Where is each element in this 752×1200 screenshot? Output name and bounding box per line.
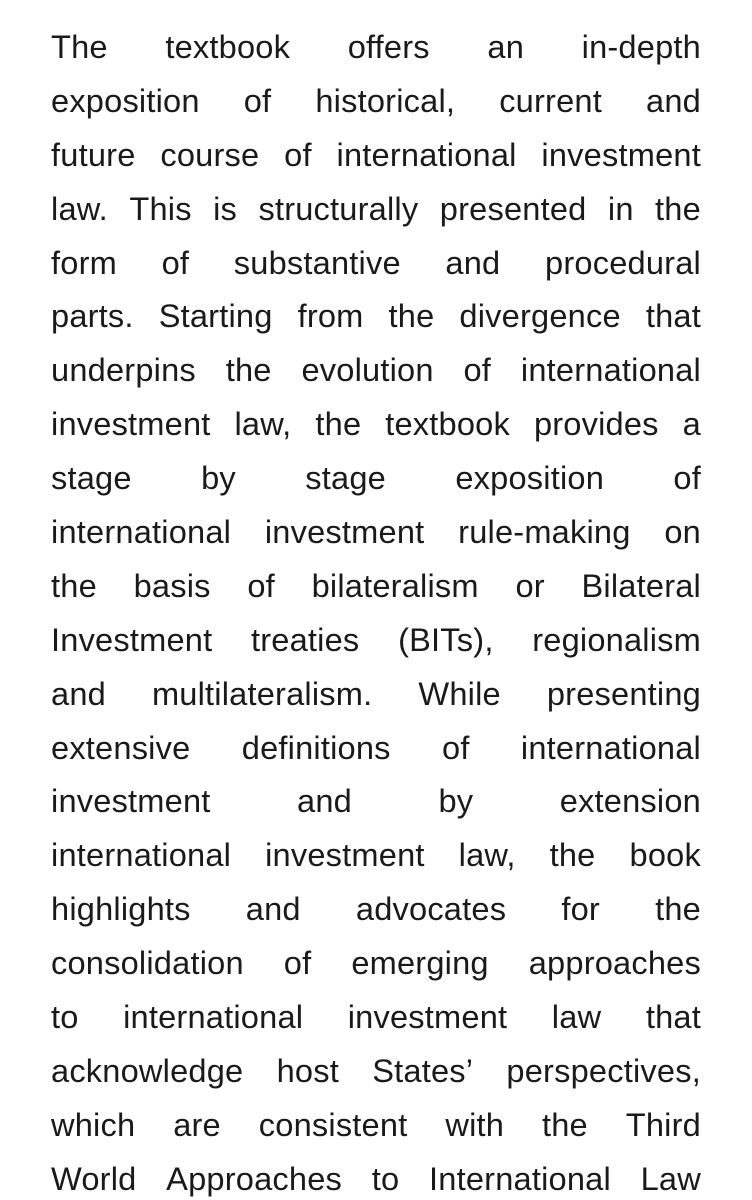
text-word: States’ bbox=[372, 1051, 474, 1089]
text-word: form bbox=[51, 243, 117, 281]
text-word: structurally bbox=[258, 189, 419, 227]
text-line bbox=[51, 343, 701, 397]
text-word: provides bbox=[533, 405, 659, 443]
text-word: extensive bbox=[51, 728, 191, 766]
text-word: of bbox=[243, 81, 272, 119]
text-word: current bbox=[499, 81, 602, 119]
text-word: (BITs), bbox=[398, 620, 494, 658]
text-word: law bbox=[551, 998, 602, 1036]
text-word: host bbox=[276, 1051, 339, 1089]
text-word: investment bbox=[541, 135, 701, 173]
text-word: procedural bbox=[545, 243, 701, 281]
text-word: historical, bbox=[315, 81, 456, 119]
text-word: for bbox=[561, 890, 600, 928]
text-line bbox=[51, 451, 701, 505]
text-word: investment bbox=[51, 405, 211, 443]
text-line bbox=[51, 1044, 701, 1098]
text-line bbox=[51, 613, 701, 667]
text-word: World bbox=[51, 1159, 137, 1197]
text-word: the bbox=[655, 890, 701, 928]
text-line bbox=[51, 289, 701, 343]
text-word: is bbox=[213, 189, 238, 227]
text-word: that bbox=[645, 297, 701, 335]
text-word: in bbox=[607, 189, 634, 227]
text-word: the bbox=[388, 297, 435, 335]
text-line bbox=[51, 667, 701, 721]
text-word: textbook bbox=[165, 28, 291, 65]
text-word: exposition bbox=[51, 81, 200, 119]
text-word: stage bbox=[305, 459, 386, 497]
text-word: on bbox=[664, 513, 701, 551]
text-word: treaties bbox=[250, 620, 360, 658]
text-word: law. bbox=[51, 189, 108, 227]
text-word: course bbox=[160, 135, 260, 173]
text-word: the bbox=[541, 1105, 588, 1143]
text-word: of bbox=[161, 243, 190, 281]
text-word: of bbox=[247, 566, 275, 604]
text-word: offers bbox=[347, 28, 430, 65]
text-word: of bbox=[673, 459, 701, 497]
text-line bbox=[51, 774, 701, 828]
text-word: a bbox=[682, 405, 701, 443]
text-word: of bbox=[463, 351, 492, 389]
text-word: Law bbox=[640, 1159, 701, 1197]
text-line bbox=[51, 1152, 701, 1200]
text-word: exposition bbox=[455, 459, 605, 497]
text-word: the bbox=[225, 351, 272, 389]
text-word: with bbox=[445, 1105, 505, 1143]
text-word: extension bbox=[559, 782, 701, 820]
text-word: textbook bbox=[385, 405, 510, 443]
text-word: law, bbox=[458, 836, 516, 874]
text-word: international bbox=[336, 135, 517, 173]
text-word: basis bbox=[133, 566, 211, 604]
text-word: and bbox=[445, 243, 501, 281]
text-line bbox=[51, 182, 701, 236]
text-word: acknowledge bbox=[51, 1051, 244, 1089]
text-word: perspectives, bbox=[506, 1051, 701, 1089]
text-word: emerging bbox=[351, 944, 489, 982]
text-word: the bbox=[549, 836, 596, 874]
text-word: to bbox=[51, 998, 79, 1036]
text-word: underpins bbox=[51, 351, 196, 389]
text-word: book bbox=[629, 836, 701, 874]
text-word: The bbox=[51, 28, 108, 65]
text-word: investment bbox=[347, 998, 508, 1036]
text-word: investment bbox=[265, 836, 425, 874]
text-word: highlights bbox=[51, 890, 191, 928]
text-word: international bbox=[51, 836, 232, 874]
text-line bbox=[51, 990, 701, 1044]
text-word: law, bbox=[234, 405, 292, 443]
text-word: future bbox=[51, 135, 136, 173]
text-word: rule-making bbox=[458, 513, 631, 551]
text-word: This bbox=[129, 189, 192, 227]
text-line bbox=[51, 74, 701, 128]
text-word: Approaches bbox=[166, 1159, 343, 1197]
text-line bbox=[51, 721, 701, 775]
text-line bbox=[51, 559, 701, 613]
text-word: multilateralism. bbox=[151, 674, 373, 712]
text-word: presenting bbox=[546, 674, 701, 712]
text-word: Third bbox=[625, 1105, 701, 1143]
text-word: of bbox=[283, 944, 312, 982]
text-word: which bbox=[51, 1105, 136, 1143]
text-word: of bbox=[442, 728, 470, 766]
text-word: international bbox=[520, 351, 701, 389]
text-word: investment bbox=[51, 782, 211, 820]
text-word: consistent bbox=[258, 1105, 408, 1143]
text-word: an bbox=[487, 28, 525, 65]
text-word: advocates bbox=[355, 890, 507, 928]
text-line bbox=[51, 936, 701, 990]
text-line bbox=[51, 505, 701, 559]
text-word: of bbox=[284, 135, 312, 173]
text-word: or bbox=[515, 566, 545, 604]
text-line bbox=[51, 882, 701, 936]
text-word: bilateralism bbox=[311, 566, 479, 604]
text-word: evolution bbox=[301, 351, 434, 389]
text-word: regionalism bbox=[532, 620, 701, 658]
text-word: by bbox=[438, 782, 474, 820]
text-word: Investment bbox=[51, 620, 213, 658]
text-line bbox=[51, 236, 701, 290]
text-word: stage bbox=[51, 459, 132, 497]
text-word: by bbox=[201, 459, 236, 497]
text-word: Bilateral bbox=[581, 566, 701, 604]
text-word: and bbox=[51, 674, 106, 712]
text-word: that bbox=[645, 998, 701, 1036]
text-word: International bbox=[429, 1159, 611, 1197]
text-word: parts. bbox=[51, 297, 134, 335]
text-word: and bbox=[646, 81, 701, 119]
text-line bbox=[51, 1098, 701, 1152]
text-word: are bbox=[173, 1105, 221, 1143]
text-word: in-depth bbox=[581, 28, 701, 65]
text-word: to bbox=[371, 1159, 400, 1197]
text-word: approaches bbox=[528, 944, 701, 982]
text-word: international bbox=[520, 728, 701, 766]
text-word: and bbox=[245, 890, 301, 928]
text-word: from bbox=[297, 297, 364, 335]
text-word: international bbox=[123, 998, 304, 1036]
text-word: international bbox=[51, 513, 232, 551]
text-word: substantive bbox=[233, 243, 401, 281]
text-word: the bbox=[51, 566, 97, 604]
body-paragraph bbox=[51, 20, 701, 1200]
text-line bbox=[51, 20, 701, 74]
text-word: Starting bbox=[158, 297, 273, 335]
text-word: consolidation bbox=[51, 944, 244, 982]
text-word: the bbox=[315, 405, 362, 443]
text-line bbox=[51, 828, 701, 882]
text-word: and bbox=[297, 782, 352, 820]
text-line bbox=[51, 397, 701, 451]
text-word: definitions bbox=[241, 728, 391, 766]
text-line bbox=[51, 128, 701, 182]
text-word: the bbox=[655, 189, 701, 227]
text-word: While bbox=[418, 674, 501, 712]
text-word: divergence bbox=[459, 297, 621, 335]
text-word: presented bbox=[439, 189, 587, 227]
text-word: investment bbox=[264, 513, 425, 551]
